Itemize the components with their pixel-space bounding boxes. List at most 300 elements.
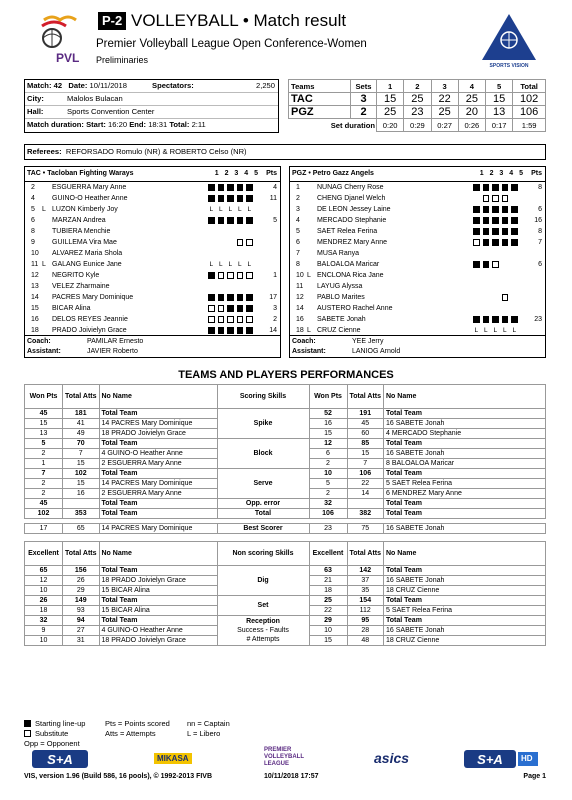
player-number: 1 [296, 184, 300, 191]
player-name: MUSA Ranya [317, 250, 360, 257]
set-score: 20 [458, 106, 485, 119]
starter-square-icon [473, 184, 480, 191]
sets-won: 3 [351, 93, 377, 106]
player-name: ENCLONA Rica Jane [317, 272, 384, 279]
total-atts: 85 [347, 439, 384, 449]
substitute-square-icon [483, 195, 490, 202]
won-pts: 13 [25, 429, 63, 439]
substitute-square-icon [227, 272, 234, 279]
match-info [24, 79, 279, 133]
set-score: 25 [458, 93, 485, 106]
player-name: CHENG Djanel Welch [317, 195, 386, 202]
player-number: 12 [296, 294, 304, 301]
player-number: 13 [31, 283, 39, 290]
player-number: 4 [296, 217, 300, 224]
starter-square-icon [473, 206, 480, 213]
player-name: Total Team [99, 616, 217, 626]
skill-sub: Success - Faults [237, 627, 289, 634]
player-name: DELOS REYES Jeannie [52, 316, 128, 323]
player-name: DE LEON Jessey Laine [317, 206, 391, 213]
total-atts: 15 [63, 459, 100, 469]
player-number: 2 [296, 195, 300, 202]
starter-square-icon [483, 217, 490, 224]
legend-libero: L = Libero [187, 729, 221, 738]
libero-icon: L [218, 206, 223, 213]
legend-row [24, 719, 230, 729]
perf-row [25, 409, 546, 419]
player-name: Total Team [384, 469, 546, 479]
won-pts: 16 [309, 419, 347, 429]
won-pts: 22 [309, 606, 347, 616]
player-name: Total Team [384, 499, 546, 509]
player-name: 18 PRADO Joivielyn Grace [99, 636, 217, 646]
won-pts: 106 [309, 509, 347, 519]
perf-row [25, 509, 546, 519]
won-pts: 25 [309, 596, 347, 606]
player-points: 8 [538, 228, 542, 235]
perf-header-cell: No Name [384, 542, 546, 566]
hall-label: Hall: [27, 107, 44, 116]
referees [24, 144, 546, 160]
skill-label: Total [254, 510, 272, 517]
perf-header-cell: No Name [99, 542, 217, 566]
starter-square-icon [473, 261, 480, 268]
match-number: 42 [53, 81, 63, 90]
starter-square-icon [237, 327, 244, 334]
substitute-square-icon [218, 316, 225, 323]
player-row [290, 215, 545, 226]
starter-square-icon [218, 217, 225, 224]
skill-label: Spike [253, 420, 273, 427]
roster-header [290, 167, 545, 182]
won-pts: 29 [309, 616, 347, 626]
player-number: 5 [296, 228, 300, 235]
starter-square-icon [492, 217, 499, 224]
starter-square-icon [502, 316, 509, 323]
set-score: 25 [377, 106, 404, 119]
match-label: Match: [27, 81, 52, 90]
score-row-pgz [289, 106, 546, 119]
player-name: ESGUERRA Mary Anne [52, 184, 127, 191]
set-duration-label: Set duration [330, 120, 375, 130]
set-duration: 0:17 [486, 119, 513, 132]
player-points: 11 [269, 195, 277, 202]
pts-header: Pts [266, 170, 277, 177]
player-row [25, 237, 280, 248]
starter-square-icon [208, 272, 215, 279]
player-name: 15 BICAR Alina [99, 606, 217, 616]
libero-mark: L [307, 327, 311, 334]
total-atts: 93 [63, 606, 100, 616]
libero-icon: L [209, 206, 214, 213]
perf-header-cell: Non scoring Skills [217, 542, 309, 566]
starter-square-icon [246, 184, 253, 191]
player-name: 2 ESGUERRA Mary Anne [99, 459, 217, 469]
coach-label: Coach: [27, 338, 51, 345]
substitute-square-icon [502, 294, 509, 301]
skill-name [217, 409, 309, 439]
player-name: 4 GUINO-O Heather Anne [99, 626, 217, 636]
total-atts: 48 [347, 636, 384, 646]
player-name: PACRES Mary Dominique [52, 294, 134, 301]
city: Malolos Bulacan [67, 94, 123, 103]
libero-icon: L [483, 327, 488, 334]
starter-square-icon [483, 206, 490, 213]
legend-captain: nn = Captain [187, 719, 230, 728]
player-points: 7 [538, 239, 542, 246]
legend-atts: Atts = Attempts [105, 729, 156, 738]
libero-icon: L [247, 206, 252, 213]
svg-text:S+A: S+A [477, 752, 503, 767]
assistant-row [25, 346, 280, 357]
substitute-square-icon [473, 239, 480, 246]
starter-square-icon [227, 184, 234, 191]
starter-square-icon [511, 228, 518, 235]
total-atts: 16 [63, 489, 100, 499]
coach-name: YEE Jerry [352, 338, 384, 345]
player-name: Total Team [384, 596, 546, 606]
set-score: 25 [404, 93, 431, 106]
won-pts: 10 [25, 636, 63, 646]
svg-text:SPORTS VISION: SPORTS VISION [489, 63, 529, 68]
won-pts: 2 [309, 459, 347, 469]
coach-name: PAMILAR Ernesto [87, 338, 144, 345]
player-points: 2 [273, 316, 277, 323]
player-number: 8 [296, 261, 300, 268]
player-row [25, 215, 280, 226]
total-atts: 31 [63, 636, 100, 646]
doc-code: P-2 [98, 12, 126, 30]
starter-square-icon [237, 305, 244, 312]
referee-names: REFORSADO Romulo (NR) & ROBERTO Celso (NR) [65, 147, 247, 156]
score-table [288, 79, 546, 132]
won-pts: 12 [309, 439, 347, 449]
player-row [25, 292, 280, 303]
legend-opp: Opp = Opponent [24, 739, 80, 748]
total-atts [63, 499, 100, 509]
set-score: 13 [486, 106, 513, 119]
team-code: PGZ [289, 106, 351, 119]
score-row-tac [289, 93, 546, 106]
won-pts: 2 [25, 479, 63, 489]
total-atts: 22 [347, 479, 384, 489]
total-atts: 7 [63, 449, 100, 459]
player-name: Total Team [99, 469, 217, 479]
won-pts: 26 [25, 596, 63, 606]
skill-label: Serve [253, 480, 273, 487]
starter-square-icon [227, 294, 234, 301]
starter-square-icon [492, 316, 499, 323]
perf-header-cell: Excellent [25, 542, 63, 566]
total-atts: 15 [347, 449, 384, 459]
hdr-set5: 5 [486, 80, 513, 93]
spacer [25, 534, 546, 542]
total-atts: 149 [63, 596, 100, 606]
libero-icon: L [502, 327, 507, 334]
substitute-square-icon [237, 272, 244, 279]
set-duration: 0:27 [431, 119, 458, 132]
total-atts: 102 [63, 469, 100, 479]
s-plus-a-logo [32, 747, 88, 771]
perf-header-cell: No Name [384, 385, 546, 409]
player-name: 14 PACRES Mary Dominique [99, 524, 217, 534]
total-atts: 45 [347, 419, 384, 429]
won-pts: 2 [25, 489, 63, 499]
starter-square-icon [483, 184, 490, 191]
perf-header-cell: Total Atts [63, 385, 100, 409]
won-pts: 10 [309, 469, 347, 479]
player-name: MENDREZ Mary Anne [317, 239, 388, 246]
skill-name [217, 439, 309, 469]
skill-label: Reception [246, 618, 280, 625]
total-atts: 181 [63, 409, 100, 419]
player-row [290, 204, 545, 215]
starter-square-icon [24, 720, 31, 727]
starter-square-icon [473, 217, 480, 224]
substitute-square-icon [237, 316, 244, 323]
total-atts: 27 [63, 626, 100, 636]
player-number: 2 [31, 184, 35, 191]
won-pts: 32 [25, 616, 63, 626]
player-name: MARZAN Andrea [52, 217, 106, 224]
player-name: SABETE Jonah [317, 316, 366, 323]
starter-square-icon [208, 184, 215, 191]
starter-square-icon [502, 217, 509, 224]
hd-label: HD [521, 754, 533, 763]
player-points: 6 [538, 206, 542, 213]
legend-pts: Pts = Points scored [105, 719, 170, 728]
starter-square-icon [218, 294, 225, 301]
player-row [25, 248, 280, 259]
start-label: Start: [86, 120, 106, 129]
perf-header-cell: Won Pts [309, 385, 347, 409]
player-points: 17 [269, 294, 277, 301]
total-points: 106 [513, 106, 546, 119]
player-points: 14 [269, 327, 277, 334]
player-points: 6 [538, 261, 542, 268]
libero-icon: L [237, 206, 242, 213]
total-atts: 106 [347, 469, 384, 479]
libero-icon: L [474, 327, 479, 334]
starter-square-icon [492, 184, 499, 191]
starter-square-icon [492, 239, 499, 246]
total-atts: 14 [347, 489, 384, 499]
set-score: 22 [431, 93, 458, 106]
player-number: 14 [31, 294, 39, 301]
starter-square-icon [227, 305, 234, 312]
perf-header-cell: Total Atts [63, 542, 100, 566]
sets-won: 2 [351, 106, 377, 119]
player-points: 23 [534, 316, 542, 323]
roster-header [25, 167, 280, 182]
player-name: Total Team [99, 409, 217, 419]
player-name: 5 SAET Relea Ferina [384, 479, 546, 489]
player-name: PABLO Marites [317, 294, 365, 301]
starter-square-icon [227, 195, 234, 202]
total-atts: 142 [347, 566, 384, 576]
player-row [290, 281, 545, 292]
total-points: 102 [513, 93, 546, 106]
player-name: BICAR Alina [52, 305, 91, 312]
perf-header-cell: Excellent [309, 542, 347, 566]
starter-square-icon [502, 206, 509, 213]
set-columns: 1 2 3 4 5 [214, 170, 260, 177]
player-number: 5 [31, 206, 35, 213]
won-pts: 23 [309, 524, 347, 534]
player-name: Total Team [99, 509, 217, 519]
substitute-square-icon [246, 239, 253, 246]
player-name: 18 PRADO Joivielyn Grace [99, 576, 217, 586]
player-number: 11 [31, 261, 39, 268]
starter-square-icon [208, 217, 215, 224]
referees-label: Referees: [27, 147, 62, 156]
won-pts: 65 [25, 566, 63, 576]
perf-row [25, 439, 546, 449]
perf-row [25, 566, 546, 576]
set-duration: 0:26 [458, 119, 485, 132]
team-roster-pgz [289, 166, 546, 358]
starter-square-icon [227, 217, 234, 224]
perf-header [25, 385, 546, 409]
skill-name [217, 616, 309, 646]
team-name: PGZ • Petro Gazz Angels [292, 170, 374, 177]
won-pts: 52 [309, 409, 347, 419]
substitute-square-icon [24, 730, 31, 737]
player-points: 1 [273, 272, 277, 279]
asics-logo: asics [374, 750, 410, 766]
skill-sub: # Attempts [246, 636, 280, 643]
hdr-set1: 1 [377, 80, 404, 93]
starter-square-icon [208, 294, 215, 301]
player-number: 18 [296, 327, 304, 334]
end-time: 18:31 [148, 120, 168, 129]
perf-header-cell: Won Pts [25, 385, 63, 409]
set-duration: 0:20 [377, 119, 404, 132]
won-pts: 10 [25, 586, 63, 596]
player-name: 18 PRADO Joivielyn Grace [99, 429, 217, 439]
legend-starting: Starting line-up [35, 719, 86, 728]
starter-square-icon [502, 184, 509, 191]
won-pts: 5 [309, 479, 347, 489]
won-pts: 6 [309, 449, 347, 459]
total-atts: 156 [63, 566, 100, 576]
player-name: AUSTERO Rachel Anne [317, 305, 393, 312]
perf-header-cell: Total Atts [347, 385, 384, 409]
total-atts: 112 [347, 606, 384, 616]
starter-square-icon [218, 184, 225, 191]
starter-square-icon [483, 261, 490, 268]
starter-square-icon [473, 316, 480, 323]
player-number: 10 [31, 250, 39, 257]
player-name: 18 CRUZ Cienne [384, 636, 546, 646]
starter-square-icon [473, 228, 480, 235]
player-row [290, 226, 545, 237]
player-name: GUILLEMA Vira Mae [52, 239, 117, 246]
player-name: Total Team [384, 439, 546, 449]
player-name: 2 ESGUERRA Mary Anne [99, 489, 217, 499]
player-row [290, 259, 545, 270]
total-atts: 26 [63, 576, 100, 586]
team-roster-tac [24, 166, 281, 358]
player-number: 7 [296, 250, 300, 257]
player-name: 15 BICAR Alina [99, 586, 217, 596]
player-points: 3 [273, 305, 277, 312]
set-columns: 1 2 3 4 5 [479, 170, 525, 177]
score-header [289, 80, 546, 93]
starter-square-icon [218, 327, 225, 334]
starter-square-icon [237, 195, 244, 202]
skill-label: Dig [257, 577, 269, 584]
player-row [25, 270, 280, 281]
starter-square-icon [208, 327, 215, 334]
libero-icon: L [218, 261, 223, 268]
skill-name [217, 499, 309, 509]
svg-text:PVL: PVL [56, 51, 80, 65]
starter-square-icon [246, 195, 253, 202]
starter-square-icon [511, 184, 518, 191]
svg-text:S+A: S+A [47, 752, 73, 767]
total-atts: 37 [347, 576, 384, 586]
coach-label: Coach: [292, 338, 316, 345]
player-name: Total Team [384, 509, 546, 519]
player-name: 4 GUINO-O Heather Anne [99, 449, 217, 459]
player-name: MERCADO Stephanie [317, 217, 387, 224]
player-name: 5 SAET Relea Ferina [384, 606, 546, 616]
player-name: 16 SABETE Jonah [384, 576, 546, 586]
date-label: Date: [68, 81, 88, 90]
starter-square-icon [492, 206, 499, 213]
footer [24, 773, 546, 780]
player-name: GALANG Eunice Jane [52, 261, 122, 268]
libero-mark: L [307, 272, 311, 279]
starter-square-icon [246, 327, 253, 334]
total-atts: 60 [347, 429, 384, 439]
substitute-square-icon [208, 316, 215, 323]
assistant-name: LANIOG Arnold [352, 348, 401, 355]
libero-icon: L [228, 206, 233, 213]
substitute-square-icon [208, 305, 215, 312]
sports-vision-logo [478, 12, 540, 68]
set-score: 15 [377, 93, 404, 106]
perf-header-cell: Total Atts [347, 542, 384, 566]
total-atts: 29 [63, 586, 100, 596]
total-atts [347, 499, 384, 509]
player-name: Total Team [384, 566, 546, 576]
won-pts: 10 [309, 626, 347, 636]
assistant-name: JAVIER Roberto [87, 348, 138, 355]
footer-version: VIS, version 1.96 (Build 586, 16 pools), © 1992-2013 FIVB [24, 773, 213, 780]
won-pts: 2 [309, 489, 347, 499]
player-row [290, 182, 545, 193]
player-number: 14 [296, 305, 304, 312]
player-row [290, 237, 545, 248]
player-name: NUNAG Cherry Rose [317, 184, 384, 191]
total-atts: 191 [347, 409, 384, 419]
starter-square-icon [246, 294, 253, 301]
substitute-square-icon [246, 272, 253, 279]
phase: Preliminaries [96, 55, 149, 65]
starter-square-icon [246, 217, 253, 224]
won-pts: 15 [25, 419, 63, 429]
player-name: Total Team [99, 439, 217, 449]
won-pts: 45 [25, 499, 63, 509]
player-name: PRADO Joivielyn Grace [52, 327, 127, 334]
player-row [290, 248, 545, 259]
player-points: 16 [534, 217, 542, 224]
starter-square-icon [502, 239, 509, 246]
starter-square-icon [511, 239, 518, 246]
info-row-city [25, 93, 278, 106]
